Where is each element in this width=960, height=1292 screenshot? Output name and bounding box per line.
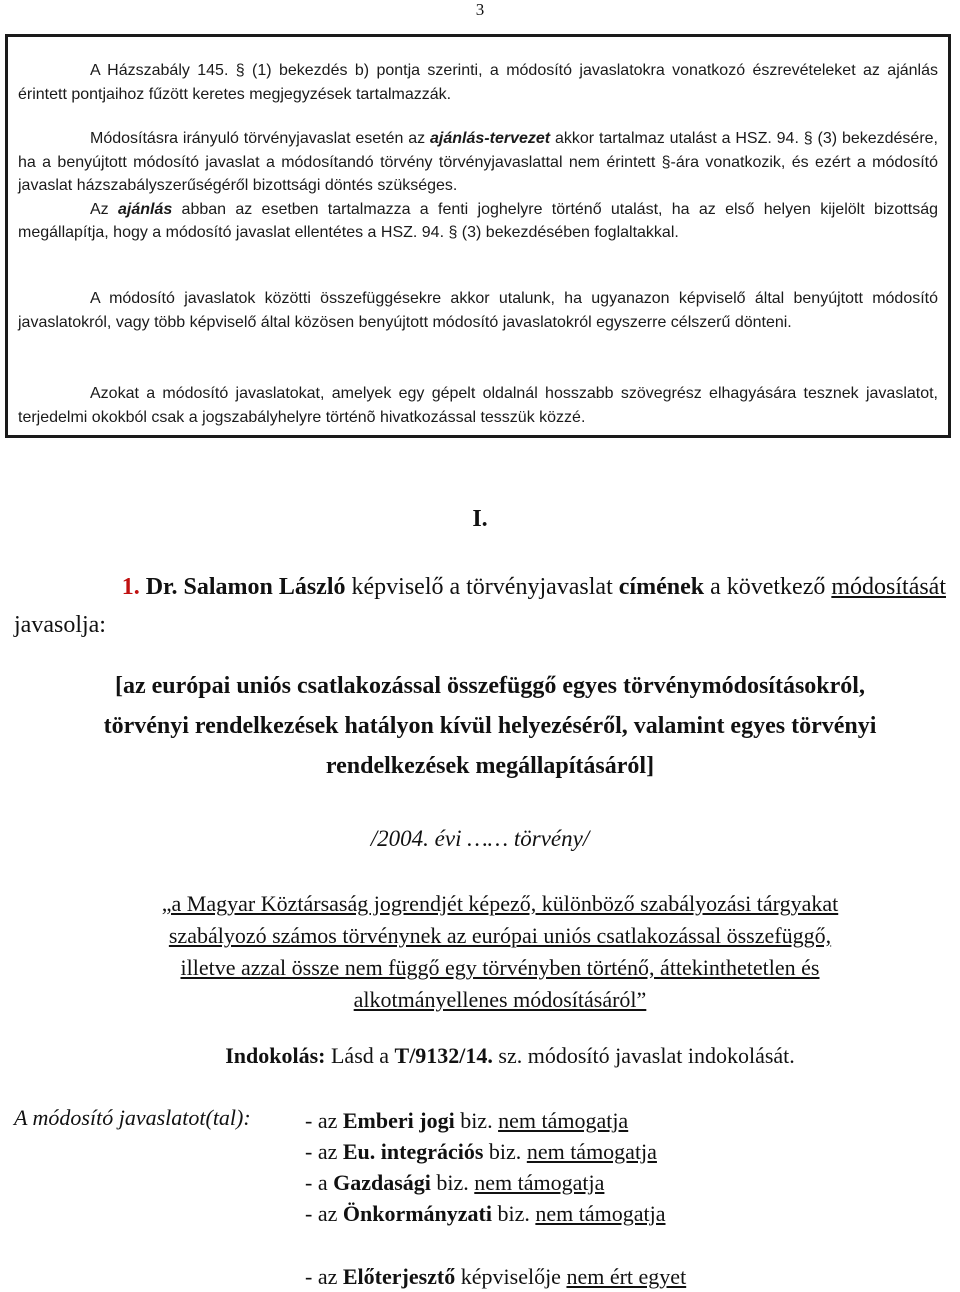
vote-row-eloterjeszto: - az Előterjesztő képviselője nem ért egyet bbox=[305, 1264, 687, 1289]
note-box bbox=[5, 34, 951, 438]
note-paragraph-1: A Házszabály 145. § (1) bekezdés b) pontja szerinti, a módosító javaslatokra vonatkozó észrevételeket az ajánlás érintett pontjaihoz fűzött keretes megjegyzések tartalmazzák. bbox=[18, 62, 938, 103]
committee-votes bbox=[305, 1105, 686, 1292]
note-paragraph-4: Azokat a módosító javaslatokat, amelyek egy gépelt oldalnál hosszabb szövegrész elhagyására tesznek javaslatot, terjedelmi okokból csak a jogszabályhelyre történõ hivatkozással tesszük közzé. bbox=[18, 385, 938, 426]
vote-row-onkormanyzati: - az Önkormányzati biz. nem támogatja bbox=[305, 1201, 666, 1226]
note-paragraph-3: A módosító javaslatok közötti összefüggésekre akkor utalunk, ha ugyanazon képviselő által benyújtott módosító javaslatokról, vagy több képviselő által közösen benyújtott módosító javaslatokról egyszerre célszerű dönteni. bbox=[18, 290, 938, 331]
vote-row-emberi-jogi: - az Emberi jogi biz. nem támogatja bbox=[305, 1108, 629, 1133]
law-year: /2004. évi …… törvény/ bbox=[370, 826, 590, 851]
ajanlas-tervezet-term: ajánlás-tervezet bbox=[430, 130, 551, 147]
javasolja-text: javasolja: bbox=[14, 612, 106, 638]
bill-title: [az európai uniós csatlakozással összefüggő egyes törvénymódosításokról, törvényi rendelkezések hatályon kívül helyezéséről, valamint egyes törvényi rendelkezések megállapításáról] bbox=[103, 673, 877, 779]
amendment-intro: 1. Dr. Salamon László képviselő a törvényjavaslat címének a következő módosítását bbox=[121, 574, 946, 600]
proposed-title: „a Magyar Köztársaság jogrendjét képező, különböző szabályozási tárgyakat szabályozó számos törvénynek az európai uniós csatlakozással összefüggő, illetve azzal össze nem függő egy törvényben történő, áttekinthetetlen és alkotmányellenes módosításáról” bbox=[161, 891, 839, 1012]
vote-row-gazdasagi: - a Gazdasági biz. nem támogatja bbox=[305, 1170, 605, 1195]
vote-row-eu-integracios: - az Eu. integrációs biz. nem támogatja bbox=[305, 1139, 657, 1164]
ajanlas-term: ajánlás bbox=[117, 200, 173, 218]
note-paragraph-2: Módosításra irányuló törvényjavaslat esetén az ajánlás-tervezet akkor tartalmaz utalást a HSZ. 94. § (3) bekezdésére, ha a benyújtott módosító javaslat a módosítandó törvény törvényjavaslattal nem érintett §-ára vonatkozik, és ezért a módosító javaslat házszabályszerűségéről bizottsági döntés szükséges. Az ajánlás abban az esetben tartalmazza a fenti joghelyre történő utalást, ha az első helyen kijelölt bizottság megállapítja, hogy a módosító javaslat ellentétes a HSZ. 94. § (3) bekezdésében foglaltakkal. bbox=[18, 130, 939, 241]
section-heading: I. bbox=[472, 506, 488, 532]
votes-label: A módosító javaslatot(tal): bbox=[14, 1105, 251, 1130]
mp-name: Salamon László bbox=[183, 574, 346, 600]
justification: Indokolás: Lásd a T/9132/14. sz. módosító javaslat indokolását. bbox=[225, 1043, 795, 1068]
item-number: 1. bbox=[121, 574, 140, 600]
page-number: 3 bbox=[475, 0, 485, 19]
